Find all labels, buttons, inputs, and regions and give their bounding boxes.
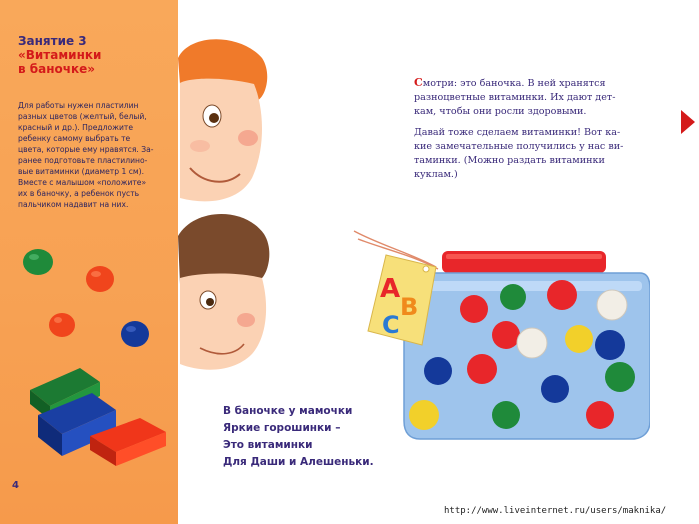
instruction-line: красный и др.). Предложите (18, 123, 133, 132)
lesson-number: Занятие 3 (18, 34, 87, 48)
green-ball (23, 249, 53, 275)
instruction-line: вые витаминки (диаметр 1 см). (18, 167, 144, 176)
instruction-line: ребенку самому выбрать те (18, 134, 131, 143)
blue-ball (121, 321, 149, 347)
instruction-line: цвета, которые ему нравятся. За- (18, 145, 154, 154)
tag-letter-c: C (382, 311, 400, 339)
story-paragraph-1: Смотри: это баночка. В ней хранятся разноцветные витаминки. Их дают дет- кам, чтобы они росли здоровыми. (414, 76, 616, 117)
next-page-arrow-icon (681, 110, 695, 134)
poem-line: Яркие горошинки – (223, 422, 341, 434)
instructions-text (18, 100, 170, 210)
instruction-line: пальчиком надавит на них. (18, 200, 129, 209)
children-illustration (170, 38, 280, 388)
tag-letter-a: A (380, 274, 401, 304)
instruction-line: ранее подготовьте пластилино- (18, 156, 148, 165)
story-text (414, 76, 654, 189)
poem-line: Для Даши и Алешеньки. (223, 456, 374, 468)
poem (223, 403, 423, 471)
page-number: 4 (12, 480, 19, 491)
watermark-url: http://www.liveinternet.ru/users/maknika/ (444, 506, 667, 516)
drop-cap: С (414, 76, 423, 89)
story-paragraph-2: Давай тоже сделаем витаминки! Вот ка- кие замечательные получились у нас ви- таминки. (Можно раздать витаминки куклам.) (414, 127, 624, 180)
poem-line: В баночке у мамочки (223, 405, 353, 417)
lesson-title-line1: «Витаминки (18, 48, 102, 62)
poem-line: Это витаминки (223, 439, 313, 451)
orange-ball-2 (49, 313, 75, 337)
lesson-title (18, 34, 168, 76)
plasticine-illustration (0, 230, 178, 500)
instruction-line: разных цветов (желтый, белый, (18, 112, 147, 121)
instruction-line: Вместе с малышом «положите» (18, 178, 147, 187)
lesson-title-line2: в баночке» (18, 62, 96, 76)
orange-ball-1 (86, 266, 114, 292)
tag-letter-b: B (400, 293, 419, 321)
instruction-line: их в баночку, а ребенок пусть (18, 189, 140, 198)
instruction-line: Для работы нужен пластилин (18, 101, 139, 110)
